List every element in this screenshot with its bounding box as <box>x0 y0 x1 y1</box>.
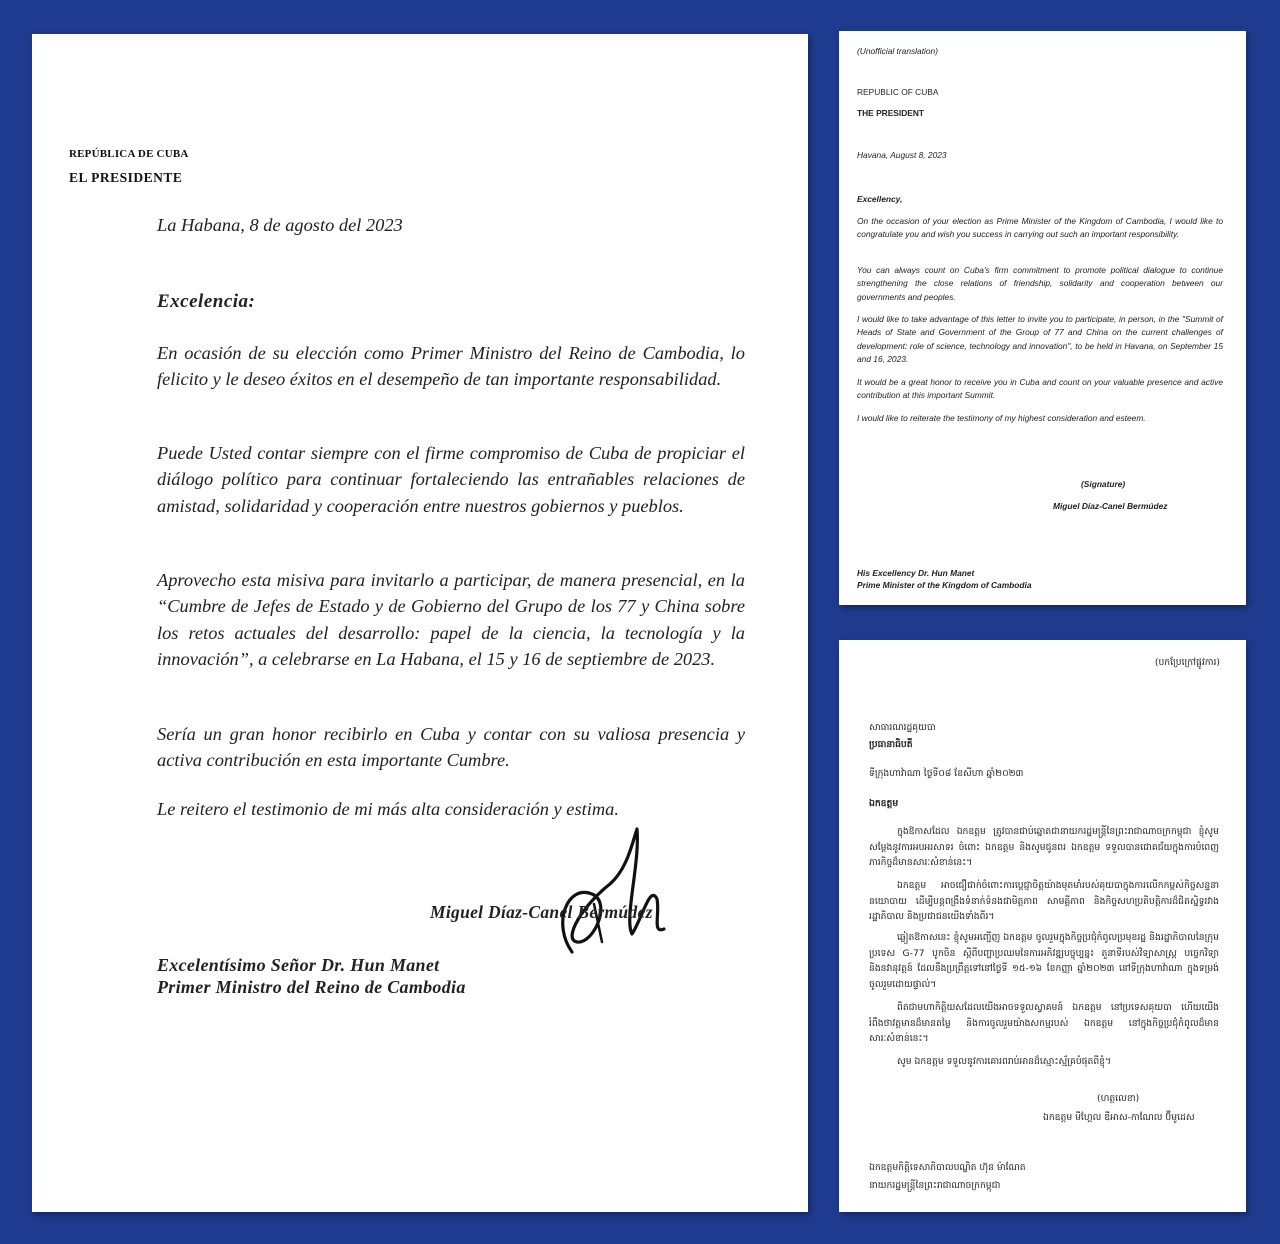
letter-paragraph: Le reitero el testimonio de mi más alta consideración y estima. <box>157 799 619 819</box>
letter-paragraph: Aprovecho esta misiva para invitarlo a participar, de manera presencial, en la “Cumbre de Jefes de Estado y de Gobierno del Grupo de los 77 y China sobre los retos actuales del desarrollo: papel de la ciencia, la tecnología y la innovación”, a celebrarse en La Habana, el 15 y 16 de septiembre de 2023. <box>157 570 745 669</box>
letter-paragraph: Puede Usted contar siempre con el firme compromiso de Cuba de propiciar el diálogo político para continuar fortaleciendo las entrañables relaciones de amistad, solidaridad y cooperación entre nuestros gobiernos y pueblos. <box>157 443 745 516</box>
recipient-title: នាយករដ្ឋមន្ត្រីនៃព្រះរាជាណាចក្រកម្ពុជា <box>869 1180 1001 1191</box>
recipient-title: Primer Ministro del Reino de Cambodia <box>157 977 466 997</box>
letter-paragraph: ឯកឧត្តម អាចជឿជាក់ចំពោះការប្តេជ្ញាចិត្តយ៉ាងមុតមាំរបស់គុយបាក្នុងការលើកកម្ពស់កិច្ចសន្ទនានយោបាយ ដើម្បីបន្តពង្រឹងទំនាក់ទំនងជាមិត្តភាព សាមគ្គីភាព និងកិច្ចសហប្រតិបត្តិការដ៏ជិតស្និទ្ធរវាងរដ្ឋាភិបាល និងប្រជាជនយើងទាំងពីរ។ <box>869 880 1219 922</box>
letterhead-republic: REPUBLIC OF CUBA <box>857 87 939 97</box>
letter-salutation: ឯកឧត្តម <box>869 798 899 809</box>
translation-note: (Unofficial translation) <box>857 46 938 56</box>
recipient-name: ឯកឧត្តមកិត្តិទេសាភិបាលបណ្ឌិត ហ៊ុន ម៉ាណែត <box>869 1162 1026 1173</box>
signature-note: (Signature) <box>1081 479 1126 489</box>
signatory-name: ឯកឧត្តម មីហ្គែល ឌីអាស-កាណែល ប៊ឺមូដេស <box>1043 1112 1195 1123</box>
signatory-name: Miguel Díaz-Canel Bermúdez <box>1053 501 1168 511</box>
letter-paragraph: សូម ឯកឧត្តម ទទួលនូវការគោរពរាប់អានដ៏ស្មោះស្ម័គ្របំផុតពីខ្ញុំ។ <box>897 1056 1112 1067</box>
letterhead-republic: REPÚBLICA DE CUBA <box>69 148 189 160</box>
recipient-name: Excelentísimo Señor Dr. Hun Manet <box>157 955 440 975</box>
letter-paragraph: It would be a great honor to receive you in Cuba and count on your valuable presence and active contribution at this important Summit. <box>857 377 1223 401</box>
letter-paragraph: On the occasion of your election as Prime Minister of the Kingdom of Cambodia, I would like to congratulate you and wish you success in carrying out such an important responsibility. <box>857 216 1223 240</box>
letter-paragraph: En ocasión de su elección como Primer Ministro del Reino de Cambodia, lo felicito y le deseo éxitos en el desempeño de tan importante responsabilidad. <box>157 343 745 390</box>
letter-salutation: Excelencia: <box>157 291 256 312</box>
letter-paragraph: ក្នុងឱកាសដែល ឯកឧត្តម ត្រូវបានជាប់ឆ្នោតជានាយករដ្ឋមន្ត្រីនៃព្រះរាជាណាចក្រកម្ពុជា ខ្ញុំសូមសម្តែងនូវការអបអរសាទរ ចំពោះ ឯកឧត្តម និងសូមជូនពរ ឯកឧត្តម ទទួលបានជោគជ័យក្នុងការបំពេញភារកិច្ចដ៏មានសារៈសំខាន់នេះ។ <box>869 826 1219 868</box>
english-translation-page <box>839 31 1246 605</box>
spanish-letter-page <box>32 34 808 1212</box>
signatory-name: Miguel Díaz-Canel Bermúdez <box>430 902 653 922</box>
letter-salutation: Excellency, <box>857 194 903 204</box>
recipient-block <box>157 954 466 998</box>
translation-note: (បកប្រែក្រៅផ្លូវការ) <box>1154 657 1220 668</box>
recipient-title: Prime Minister of the Kingdom of Cambodia <box>857 580 1032 590</box>
letter-date: ទីក្រុងហាវ៉ាណា ថ្ងៃទី០៨ ខែសីហា ឆ្នាំ២០២៣ <box>869 768 1024 779</box>
letterhead-republic: សាធារណរដ្ឋគុយបា <box>869 722 936 733</box>
letter-paragraph: ឆ្លៀតឱកាសនេះ ខ្ញុំសូមអញ្ជើញ ឯកឧត្តម ចូលរួមក្នុងកិច្ចប្រជុំកំពូលប្រមុខរដ្ឋ និងរដ្ឋាភិបាលនៃក្រុមប្រទេស G-77 បូកចិន ស្តីពីបញ្ហាប្រឈមនៃការអភិវឌ្ឍបច្ចុប្បន្ន៖ តួនាទីរបស់វិទ្យាសាស្ត្រ បច្ចេកវិទ្យា និងនវានុវត្តន៍ ដែលនឹងប្រព្រឹត្តទៅនៅថ្ងៃទី ១៥-១៦ ខែកញ្ញា ឆ្នាំ២០២៣ នៅទីក្រុងហាវ៉ាណា ក្នុងទម្រង់ចូលរួមដោយផ្ទាល់។ <box>869 932 1219 990</box>
signature-note: (ហត្ថលេខា) <box>1097 1093 1140 1104</box>
letterhead-office: EL PRESIDENTE <box>69 170 183 185</box>
letter-paragraph: I would like to reiterate the testimony of my highest consideration and esteem. <box>857 413 1146 423</box>
letterhead-office: ប្រធានាធិបតី <box>869 739 913 750</box>
letter-paragraph: You can always count on Cuba's firm commitment to promote political dialogue to continue strengthening the close relations of friendship, solidarity and cooperation between our governments and peoples. <box>857 265 1223 302</box>
letterhead-office: THE PRESIDENT <box>857 108 925 118</box>
letter-paragraph: Sería un gran honor recibirlo en Cuba y contar con su valiosa presencia y activa contribución en esta importante Cumbre. <box>157 724 745 771</box>
letter-date: La Habana, 8 de agosto del 2023 <box>157 215 403 235</box>
khmer-translation-page <box>839 640 1246 1212</box>
recipient-name: His Excellency Dr. Hun Manet <box>857 568 975 578</box>
handwritten-signature <box>532 824 702 964</box>
letter-date: Havana, August 8, 2023 <box>857 150 947 160</box>
letter-paragraph: ពិតជាមហាកិត្តិយសដែលយើងអាចទទួលស្វាគមន៍ ឯកឧត្តម នៅប្រទេសគុយបា ហើយយើងរំពឹងថាវត្តមានដ៏មានតម្លៃ និងការចូលរួមយ៉ាងសកម្មរបស់ ឯកឧត្តម នៅក្នុងកិច្ចប្រជុំកំពូលដ៏មានសារៈសំខាន់នេះ។ <box>869 1002 1219 1044</box>
letter-paragraph: I would like to take advantage of this letter to invite you to participate, in person, in the "Summit of Heads of State and Government of the Group of 77 and China on the current challenges of development: role of science, technology and innovation", to be held in Havana, on September 15 and 16, 2023. <box>857 314 1223 365</box>
